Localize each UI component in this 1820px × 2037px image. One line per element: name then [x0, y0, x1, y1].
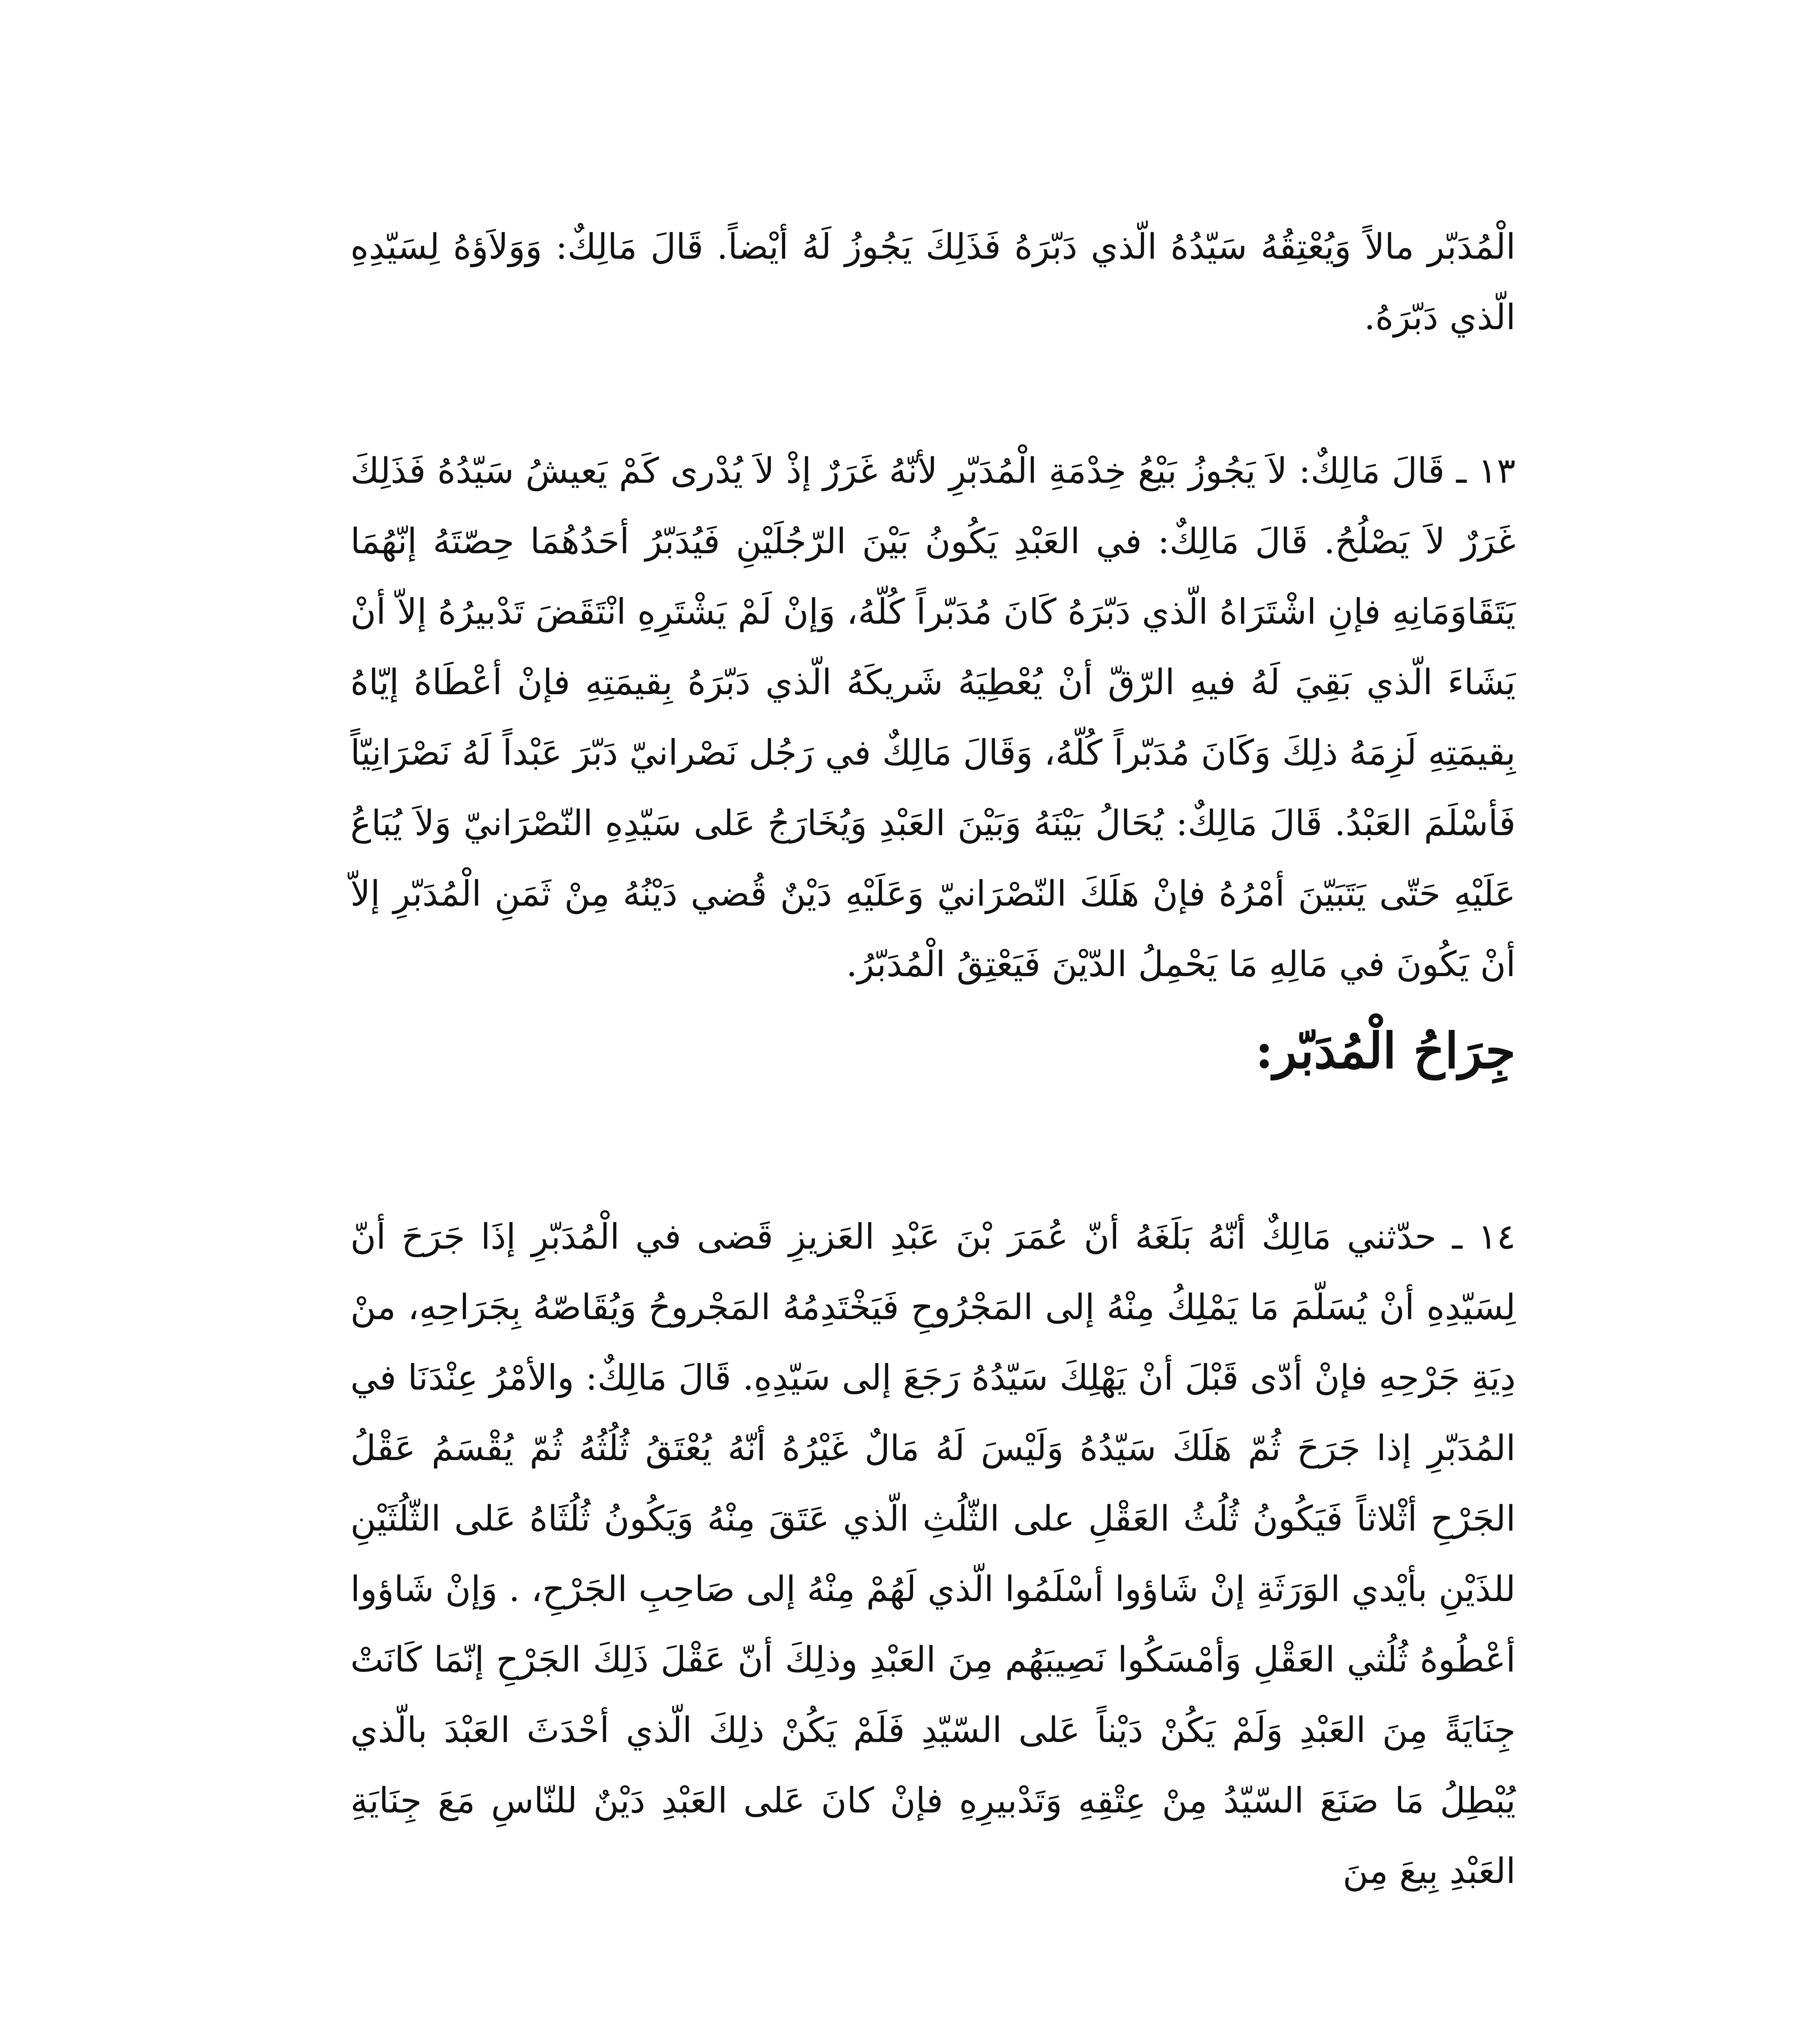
paragraph-continuation: الْمُدَبّر مالاً وَيُعْتِقُهُ سَيّدُهُ الّذي دَبّرَهُ فَذَلِكَ يَجُوزُ لَهُ أيْضاً. قَالَ مَالِكٌ: وَوَلاَؤهُ لِسَيّدِهِ الّذي دَبّرَهُ.: [350, 227, 1516, 338]
paragraph-14: ١٤ ـ حدّثني مَالِكٌ أنّهُ بَلَغَهُ أنّ عُمَرَ بْنَ عَبْدِ العَزيزِ قَضى في الْمُدَبّرِ إذَا جَرَحَ أنّ لِسَيّدِهِ أنْ يُسَلّمَ مَا يَمْلِكُ مِنْهُ إلى المَجْرُوحِ فَيَخْتَدِمُهُ المَجْروحُ وَيُقَاصّهُ بِجَرَاحِهِ، منْ دِيَةِ جَرْحِهِ فإنْ أدّى قَبْلَ أنْ يَهْلِكَ سَيّدُهُ رَجَعَ إلى سَيّدِهِ. قَالَ مَالِكٌ: والأمْرُ عِنْدَنَا في المُدَبّرِ إذا جَرَحَ ثُمّ هَلَكَ سَيّدُهُ وَلَيْسَ لَهُ مَالٌ غَيْرُهُ أنّهُ يُعْتَقُ ثُلُثُهُ ثُمّ يُقْسَمُ عَقْلُ الجَرْحِ أثْلاثاً فَيَكُونُ ثُلُثُ العَقْلِ على الثّلُثِ الّذي عَتَقَ مِنْهُ وَيَكُونُ ثُلُثَاهُ عَلى الثّلُثَيْنِ للذَيْنِ بأيْدي الوَرَثَةِ إنْ شَاؤوا أسْلَمُوا الّذي لَهُمْ مِنْهُ إلى صَاحِبِ الجَرْحِ، . وَإنْ شَاؤوا أعْطُوهُ ثُلُثي العَقْلِ وَأمْسَكُوا نَصِيبَهُم مِنَ العَبْدِ وذلِكَ أنّ عَقْلَ ذَلِكَ الجَرْحِ إنّمَا كَانَتْ جِنَايَةً مِنَ العَبْدِ وَلَمْ يَكُنْ دَيْناً عَلى السّيّدِ فَلَمْ يَكُنْ ذلِكَ الّذي أحْدَثَ العَبْدَ بالّذي يُبْطِلُ مَا صَنَعَ السّيّدُ مِنْ عِتْقِهِ وَتَدْبيرِهِ فإنْ كانَ عَلى العَبْدِ دَيْنٌ للنّاسِ مَعَ جِنَايَةِ العَبْدِ بِيعَ مِنَ: [350, 1216, 1516, 1892]
section-heading: جِرَاحُ الْمُدَبّر:: [1255, 1022, 1516, 1080]
paragraph-13: ١٣ ـ قَالَ مَالِكٌ: لاَ يَجُوزُ بَيْعُ خِدْمَةِ الْمُدَبّرِ لأنّهُ غَرَرٌ إذْ لاَ يُدْرى كَمْ يَعيشُ سَيّدُهُ فَذَلِكَ غَرَرٌ لاَ يَصْلُحُ. قَالَ مَالِكٌ: في العَبْدِ يَكُونُ بَيْنَ الرّجُلَيْنِ فَيُدَبّرُ أحَدُهُمَا حِصّتَهُ إنّهُمَا يَتَقَاوَمَانِهِ فإنِ اشْتَرَاهُ الّذي دَبّرَهُ كَانَ مُدَبّراً كُلّهُ، وَإنْ لَمْ يَشْتَرِهِ انْتَقَضَ تَدْبيرُهُ إلاّ أنْ يَشَاءَ الّذي بَقِيَ لَهُ فيهِ الرّقّ أنْ يُعْطِيَهُ شَريكَهُ الّذي دَبّرَهُ بِقيمَتِهِ فإنْ أعْطَاهُ إيّاهُ بِقيمَتِهِ لَزِمَهُ ذلِكَ وَكَانَ مُدَبّراً كُلّهُ، وَقَالَ مَالِكٌ في رَجُل نَصْرانيّ دَبّرَ عَبْداً لَهُ نَصْرَانِيّاً فَأسْلَمَ العَبْدُ. قَالَ مَالِكٌ: يُحَالُ بَيْنَهُ وَبَيْنَ العَبْدِ وَيُخَارَجُ عَلى سَيّدِهِ النّصْرَانيّ وَلاَ يُبَاعُ عَلَيْهِ حَتّى يَتَبَيّنَ أمْرُهُ فإنْ هَلَكَ النّصْرَانيّ وَعَلَيْهِ دَيْنٌ قُضي دَيْنُهُ مِنْ ثَمَنِ الْمُدَبّرِ إلاّ أنْ يَكُونَ في مَالِهِ مَا يَحْمِلُ الدّيْنَ فَيَعْتِقُ الْمُدَبّرُ.: [350, 451, 1516, 985]
